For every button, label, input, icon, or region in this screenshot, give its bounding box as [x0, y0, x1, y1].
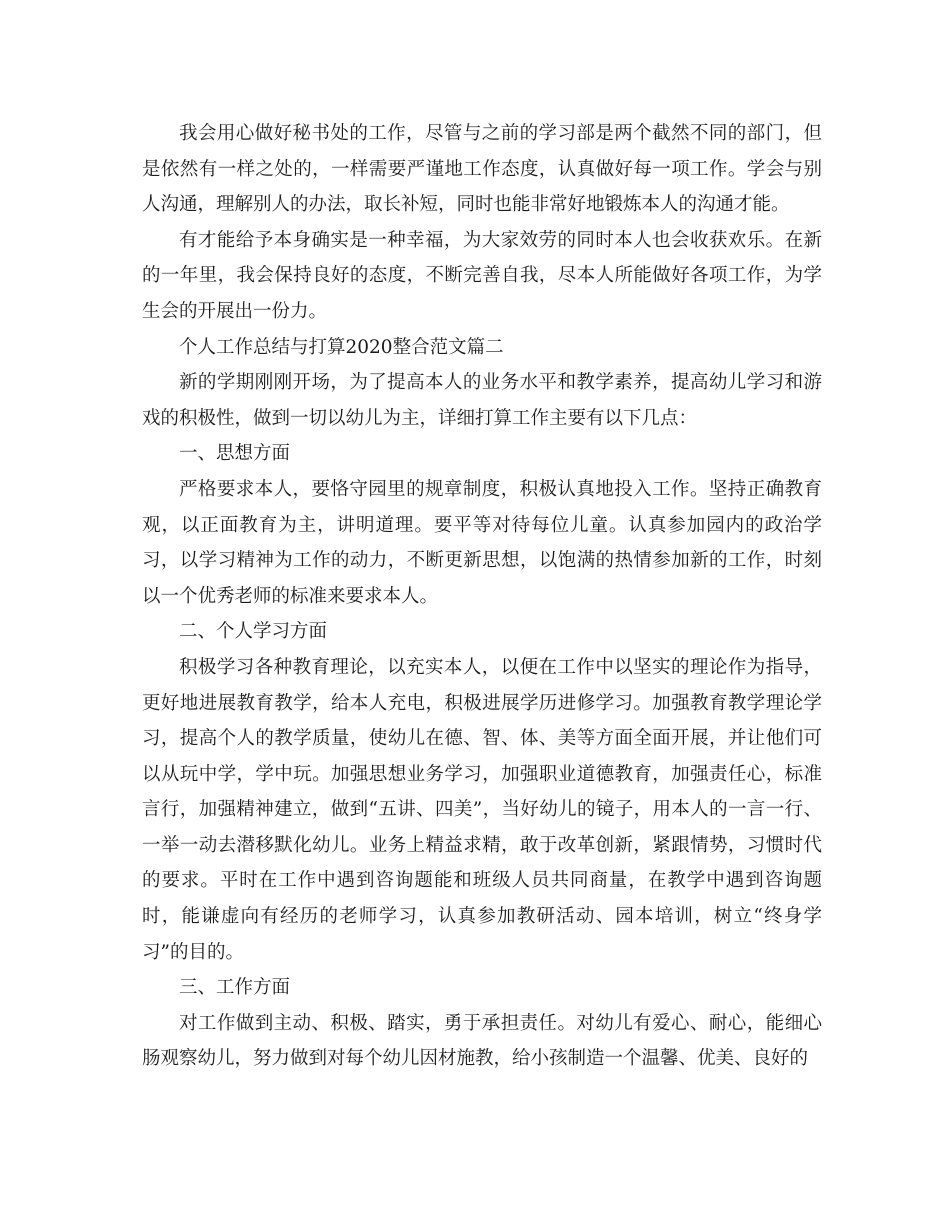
paragraph: 新的学期刚刚开场，为了提高本人的业务水平和教学素养，提高幼儿学习和游戏的积极性，做到一切以幼儿为主，详细打算工作主要有以下几点： — [142, 372, 822, 429]
paragraph: 积极学习各种教育理论，以充实本人，以便在工作中以坚实的理论作为指导，更好地进展教育教学，给本人充电，积极进展学历进修学习。加强教育教学理论学习，提高个人的教学质量，使幼儿在德、智、体、美等方面全面开展，并让他们可以从玩中学，学中玩。加强思想业务学习，加强职业道德教育，加强责任心，标准言行，加强精神建立，做到“五讲、四美”，当好幼儿的镜子，用本人的一言一行、一举一动去潜移默化幼儿。业务上精益求精，敢于改革创新，紧跟情势，习惯时代的要求。平时在工作中遇到咨询题能和班级人员共同商量，在教学中遇到咨询题时，能谦虚向有经历的老师学习，认真参加教研活动、园本培训，树立“终身学习”的目的。 — [142, 656, 822, 963]
section-heading: 一、思想方面 — [179, 443, 291, 465]
paragraph: 严格要求本人，要恪守园里的规章制度，积极认真地投入工作。坚持正确教育观，以正面教育为主，讲明道理。要平等对待每位儿童。认真参加园内的政治学习，以学习精神为工作的动力，不断更新思想，以饱满的热情参加新的工作，时刻以一个优秀老师的标准来要求本人。 — [142, 478, 822, 607]
document-body — [142, 116, 822, 1077]
paragraph: 有才能给予本身确实是一种幸福，为大家效劳的同时本人也会收获欢乐。在新的一年里，我会保持良好的态度，不断完善自我，尽本人所能做好各项工作，为学生会的开展出一份力。 — [142, 229, 822, 322]
section-heading: 二、个人学习方面 — [179, 621, 328, 643]
paragraph: 对工作做到主动、积极、踏实，勇于承担责任。对幼儿有爱心、耐心，能细心肠观察幼儿，努力做到对每个幼儿因材施教，给小孩制造一个温馨、优美、良好的 — [142, 1012, 822, 1070]
section-heading: 三、工作方面 — [179, 977, 291, 999]
paragraph: 我会用心做好秘书处的工作，尽管与之前的学习部是两个截然不同的部门，但是依然有一样之处的，一样需要严谨地工作态度，认真做好每一项工作。学会与别人沟通，理解别人的办法，取长补短，同时也能非常好地锻炼本人的沟通才能。 — [142, 123, 822, 216]
section-title: 个人工作总结与打算2020整合范文篇二 — [179, 336, 504, 358]
